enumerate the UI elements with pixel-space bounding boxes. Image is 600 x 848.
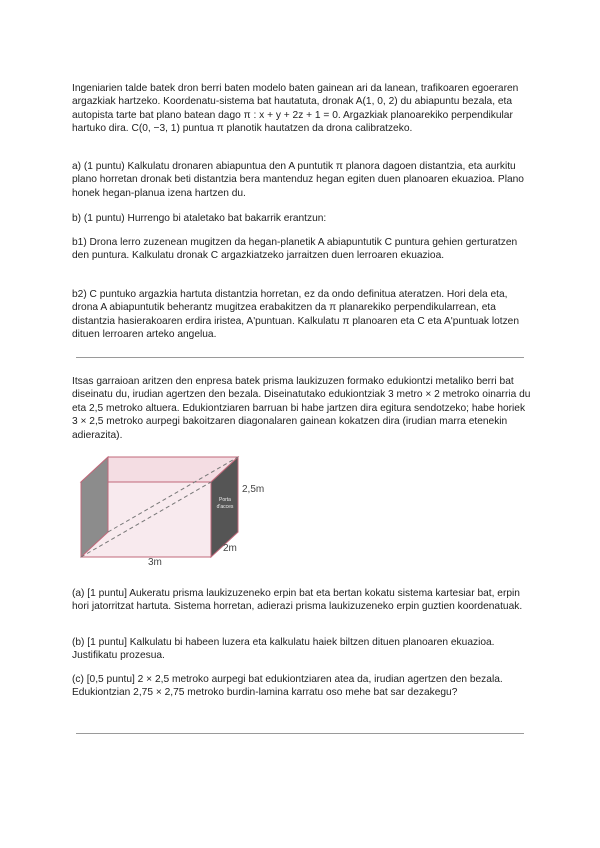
problem2-intro: Itsas garraioan aritzen den enpresa batek prisma laukizuzen formako edukiontzi metaliko berri bat diseinatu du, irudian agertzen den bezala. Diseinatutako edukiontziak 3 metro × 2 metroko oinarria du eta 2,5 metroko altuera. Edukiontziaren barruan bi habe jartzen dira egitura sendotzeko; habe horiek 3 × 2,5 metroko aurpegi bakoitzaren diagonalaren gainean kokatzen dira (irudian marra etenekin adierazita). [72,376,531,441]
door-label-line2: d'acces [216,504,234,510]
prism-diagram [78,455,278,565]
problem1-part-b2: b2) C puntuko argazkia hartuta distantzia horretan, ez da ondo definitua ateratzen. Hori dela eta, drona A abiapuntutik beherantz mugitzea erabakitzen da π planarekiko perpendikularrean, eta distantzia hasierakoaren erdira iristea, A'puntuan. Kalkulatu π planoaren eta C eta A'puntuak lotzen dituen lerroaren arteko angelua. [72,289,520,341]
depth-label: 2m [223,543,237,554]
problem1-part-b: b) (1 puntu) Hurrengo bi ataletako bat bakarrik erantzun: [72,213,327,224]
section-divider [76,357,524,358]
container-prism-figure [78,455,278,565]
problem1-part-a: a) (1 puntu) Kalkulatu dronaren abiapuntua den A puntutik π planora dagoen distantzia, eta aurkitu plano horretan dronak beti distantzia bera mantenduz hegan egiten duen planoaren ekuazioa. Plano honek hegan-planua izena hartzen du. [72,161,524,199]
problem2-part-a: (a) [1 puntu] Aukeratu prisma laukizuzeneko erpin bat eta bertan kokatu sistema kartesiar bat, erpin hori jatorritzat hartuta. Sistema horretan, adierazi prisma laukizuzeneko erpin guztien koordenatuak. [72,588,523,613]
door-label-line1: Porta [219,497,231,503]
section-divider-bottom [76,733,524,734]
problem1-intro: Ingeniarien talde batek dron berri baten modelo baten gainean ari da lanean, trafikoaren egoeraren argazkiak hartzeko. Koordenatu-sistema bat hautatuta, dronak A(1, 0, 2) du abiapuntu bezala, eta autopista tarte bat plano batean dago π : x + y + 2z + 1 = 0. Argazkiak planoarekiko perpendikular hartuko dira. C(0, −3, 1) puntua π planotik hautatzen da drona calibratzeko. [72,83,519,135]
height-label: 2,5m [242,484,265,495]
problem2-part-c: (c) [0,5 puntu] 2 × 2,5 metroko aurpegi bat edukiontziaren atea da, irudian agertzen den bezala. Edukiontzian 2,75 × 2,75 metroko burdin-lamina karratu oso mehe bat sar dezakegu? [72,674,503,699]
problem1-part-b1: b1) Drona lerro zuzenean mugitzen da hegan-planetik A abiapuntutik C puntura gehien gerturatzen den puntura. Kalkulatu dronak C argazkiatzeko jarraitzen duen lerroaren ekuazioa. [72,237,518,262]
length-label: 3m [148,557,162,565]
problem2-part-b: (b) [1 puntu] Kalkulatu bi habeen luzera eta kalkulatu haiek biltzen dituen planoaren ekuazioa. Justifikatu prozesua. [72,637,495,662]
